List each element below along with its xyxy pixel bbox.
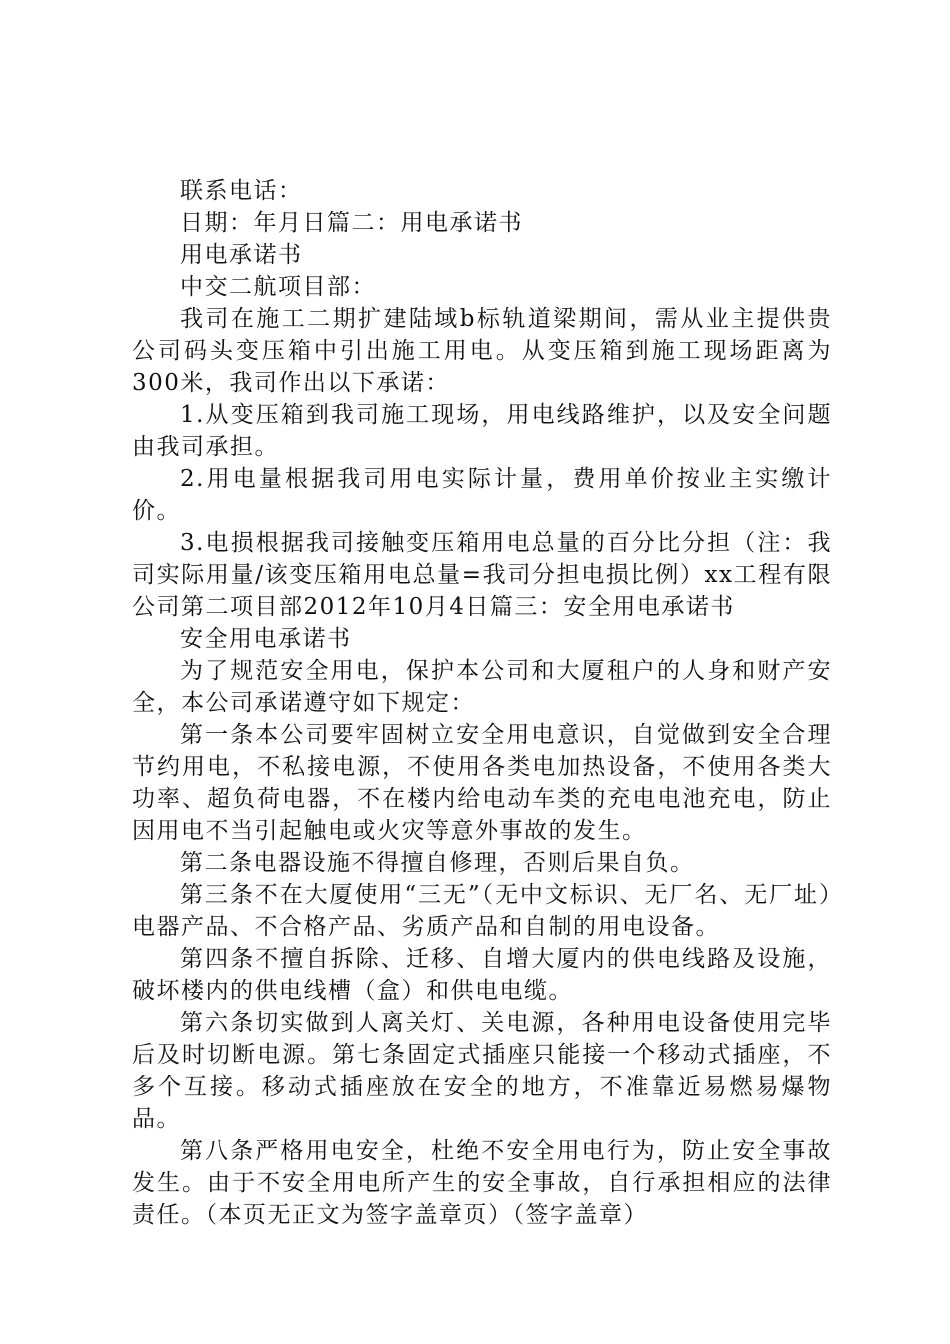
contact-phone-line: 联系电话：: [180, 178, 303, 204]
body-paragraph: 第六条切实做到人离关灯、关电源，各种用电设备使用完毕后及时切断电源。第七条固定式插座只能接一个移动式插座，不多个互接。移动式插座放在安全的地方，不准靠近易燃易爆物品。: [132, 1010, 832, 1132]
body-paragraph: 2.用电量根据我司用电实际计量，费用单价按业主实缴计价。: [132, 466, 832, 524]
body-paragraph: 我司在施工二期扩建陆域b标轨道梁期间，需从业主提供贵公司码头变压箱中引出施工用电。从变压箱到施工现场距离为300米，我司作出以下承诺：: [132, 306, 832, 396]
body-paragraph: 第三条不在大厦使用“三无”（无中文标识、无厂名、无厂址）电器产品、不合格产品、劣质产品和自制的用电设备。: [132, 882, 832, 940]
body-paragraph: 1.从变压箱到我司施工现场，用电线路维护，以及安全问题由我司承担。: [132, 402, 832, 460]
recipient-line: 中交二航项目部：: [180, 274, 376, 300]
section-title: 用电承诺书: [180, 242, 303, 268]
body-paragraph: 第一条本公司要牢固树立安全用电意识，自觉做到安全合理节约用电，不私接电源，不使用各类电加热设备，不使用各类大功率、超负荷电器，不在楼内给电动车类的充电电池充电，防止因用电不当引起触电或火灾等意外事故的发生。: [132, 722, 832, 844]
body-paragraph: 3.电损根据我司接触变压箱用电总量的百分比分担（注：我司实际用量/该变压箱用电总量=我司分担电损比例）xx工程有限公司第二项目部2012年10月4日篇三：安全用电承诺书: [132, 530, 832, 620]
section-title: 安全用电承诺书: [180, 626, 352, 652]
body-paragraph: 第四条不擅自拆除、迁移、自增大厦内的供电线路及设施，破坏楼内的供电线槽（盒）和供电电缆。: [132, 946, 832, 1004]
body-paragraph: 第二条电器设施不得擅自修理，否则后果自负。: [180, 850, 695, 876]
body-paragraph: 为了规范安全用电，保护本公司和大厦租户的人身和财产安全，本公司承诺遵守如下规定：: [132, 658, 832, 716]
document-body: [132, 175, 832, 1231]
body-paragraph: 第八条严格用电安全，杜绝不安全用电行为，防止安全事故发生。由于不安全用电所产生的安全事故，自行承担相应的法律责任。（本页无正文为签字盖章页）（签字盖章）: [132, 1138, 832, 1228]
date-line: 日期：年月日篇二：用电承诺书: [180, 210, 523, 236]
